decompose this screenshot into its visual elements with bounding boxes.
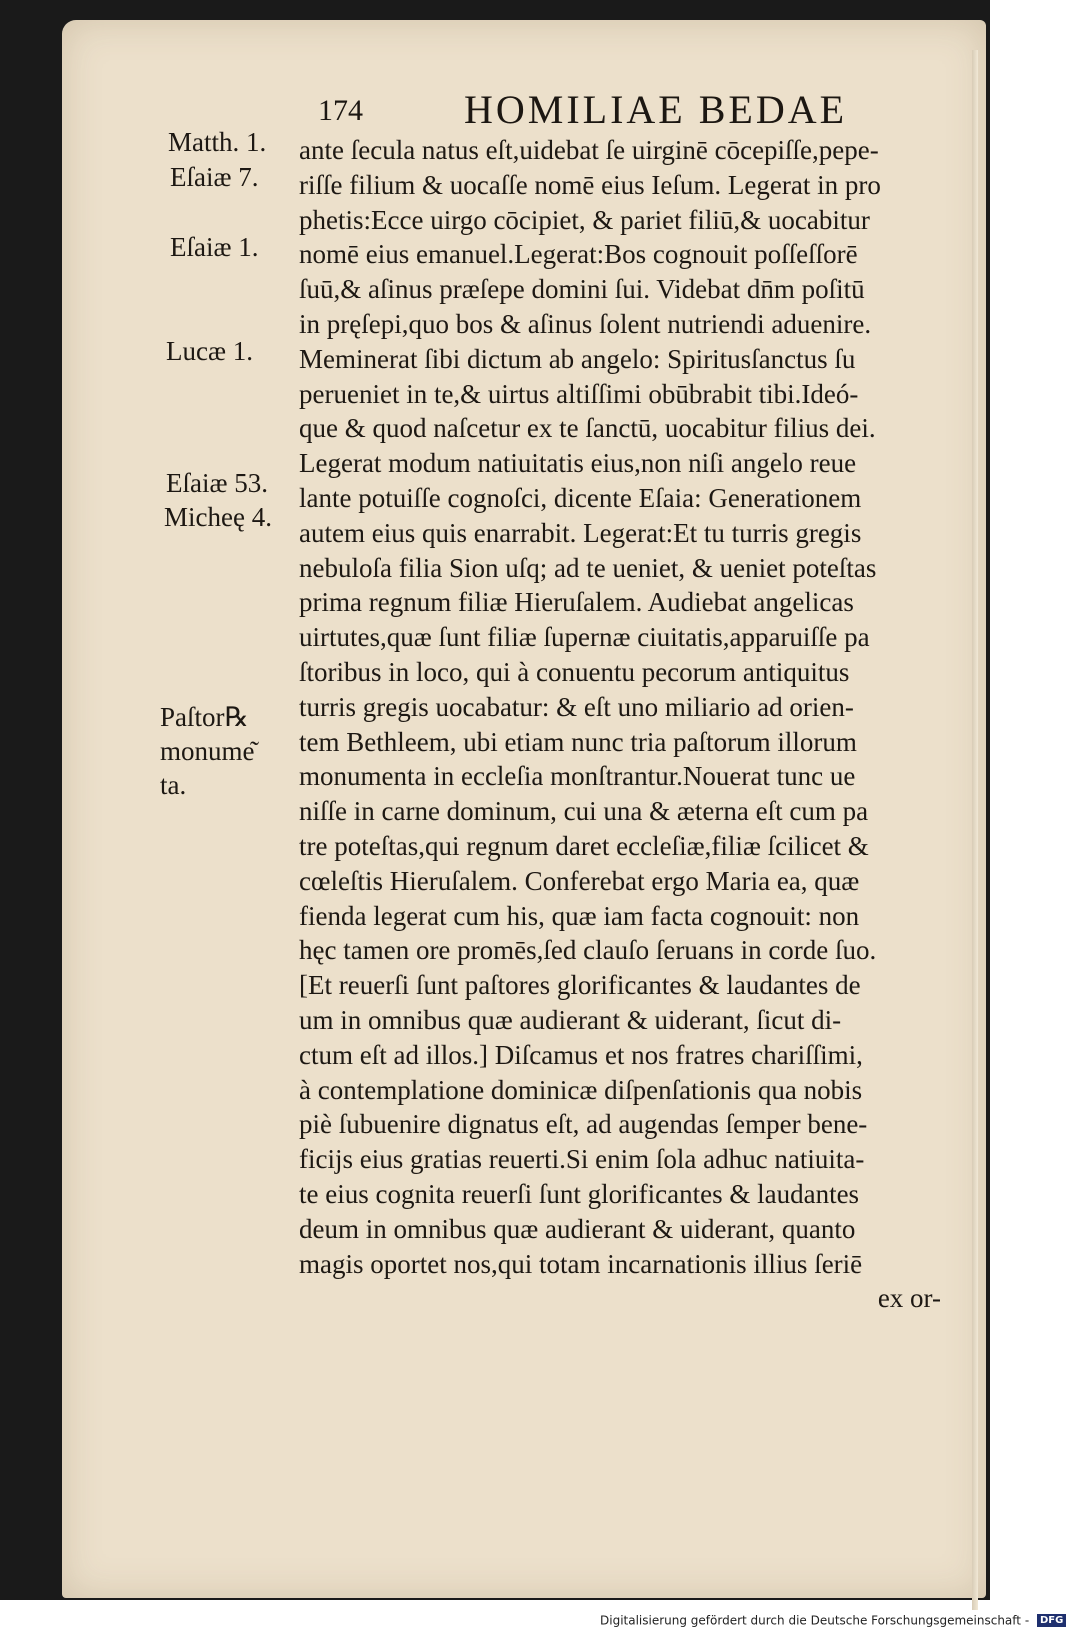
text-line: riſſe filium & uocaſſe nomē eius Ieſum. Legerat in pro xyxy=(299,169,881,200)
text-line: piè ſubuenire dignatus eſt, ad augendas ſemper bene- xyxy=(299,1109,868,1140)
text-line: uirtutes,quæ ſunt filiæ ſupernæ ciuitatis,apparuiſſe pa xyxy=(299,622,870,653)
margin-note-pastorum-2: monume͂ xyxy=(160,736,255,766)
text-line: prima regnum filiæ Hieruſalem. Audiebat angelicas xyxy=(299,587,854,618)
page-number: 174 xyxy=(318,94,363,127)
margin-note-matth: Matth. 1. xyxy=(168,127,267,157)
text-line: fienda legerat cum his, quæ iam facta cognouit: non xyxy=(299,900,860,931)
text-line: ctum eſt ad illos.] Diſcamus et nos fratres chariſſimi, xyxy=(299,1039,863,1070)
text-line: turris gregis uocabatur: & eſt uno miliario ad orien- xyxy=(299,691,854,722)
text-line: ſuū,& aſinus præſepe domini ſui. Videbat dn̄m poſitū xyxy=(299,274,865,305)
text-line: Meminerat ſibi dictum ab angelo: Spiritusſanctus ſu xyxy=(299,343,856,374)
text-line: nomē eius emanuel.Legerat:Bos cognouit poſſeſſorē xyxy=(299,239,858,270)
text-line: monumenta in eccleſia monſtrantur.Nouerat tunc ue xyxy=(299,761,856,792)
funding-note: Digitalisierung gefördert durch die Deutsche Forschungsgemeinschaft - xyxy=(600,1613,1030,1628)
text-line: [Et reuerſi ſunt paſtores glorificantes & laudantes de xyxy=(299,970,861,1001)
margin-note-michee: Micheę 4. xyxy=(164,502,272,532)
text-line: à contemplatione dominicæ diſpenſationis qua nobis xyxy=(299,1074,863,1105)
text-line: phetis:Ecce uirgo cōcipiet, & pariet filiū,& uocabitur xyxy=(299,204,870,235)
text-line: ficijs eius gratias reuerti.Si enim ſola adhuc natiuita- xyxy=(299,1144,865,1175)
text-line: te eius cognita reuerſi ſunt glorificantes & laudantes xyxy=(299,1178,860,1209)
text-line: um in omnibus quæ audierant & uiderant, ſicut di- xyxy=(299,1004,842,1035)
text-line: Legerat modum natiuitatis eius,non niſi angelo reue xyxy=(299,448,857,479)
page-edge xyxy=(972,50,978,1610)
margin-note-esaiae-7: Eſaiæ 7. xyxy=(170,162,259,192)
text-line: niſſe in carne dominum, cui una & æterna eſt cum pa xyxy=(299,796,869,827)
margin-note-pastorum-1: Paſtor℞ xyxy=(160,702,249,732)
text-line: tre poteſtas,qui regnum daret eccleſiæ,filiæ ſcilicet & xyxy=(299,830,869,861)
text-line: ante ſecula natus eſt,uidebat ſe uirginē cōcepiſſe,pepe- xyxy=(299,135,879,165)
text-line: cœleſtis Hieruſalem. Conferebat ergo Maria ea, quæ xyxy=(299,865,860,896)
margin-note-esaiae-53: Eſaiæ 53. xyxy=(166,468,268,498)
margin-note-pastorum-3: ta. xyxy=(160,770,187,800)
text-line: lante potuiſſe cognoſci, dicente Eſaia: Generationem xyxy=(299,482,862,513)
text-line: tem Bethleem, ubi etiam nunc tria paſtorum illorum xyxy=(299,726,857,757)
text-line: que & quod naſcetur ex te ſanctū, uocabitur filius dei. xyxy=(299,413,876,444)
text-line: magis oportet nos,qui totam incarnationis illius ſeriē xyxy=(299,1248,863,1279)
text-line: nebuloſa filia Sion uſq; ad te ueniet, & ueniet poteſtas xyxy=(299,552,877,583)
digitization-footer xyxy=(600,1613,1064,1633)
text-line: in pręſepi,quo bos & aſinus ſolent nutriendi aduenire. xyxy=(299,308,872,339)
body-text xyxy=(299,133,959,1316)
catchword: ex or- xyxy=(877,1283,941,1314)
running-title: HOMILIAE BEDAE xyxy=(464,87,848,132)
margin-note-lucae: Lucæ 1. xyxy=(166,336,253,366)
dfg-logo: DFG xyxy=(1037,1614,1066,1627)
text-line: ſtoribus in loco, qui à conuentu pecorum antiquitus xyxy=(299,656,850,687)
text-line: hęc tamen ore promēs,ſed clauſo ſeruans in corde ſuo. xyxy=(299,935,877,966)
text-line: autem eius quis enarrabit. Legerat:Et tu turris gregis xyxy=(299,517,862,548)
text-line: deum in omnibus quæ audierant & uiderant, quanto xyxy=(299,1213,856,1244)
margin-note-esaiae-1: Eſaiæ 1. xyxy=(170,232,259,262)
running-head xyxy=(318,86,858,136)
text-line: perueniet in te,& uirtus altiſſimi obūbrabit tibi.Ideó- xyxy=(299,378,859,409)
